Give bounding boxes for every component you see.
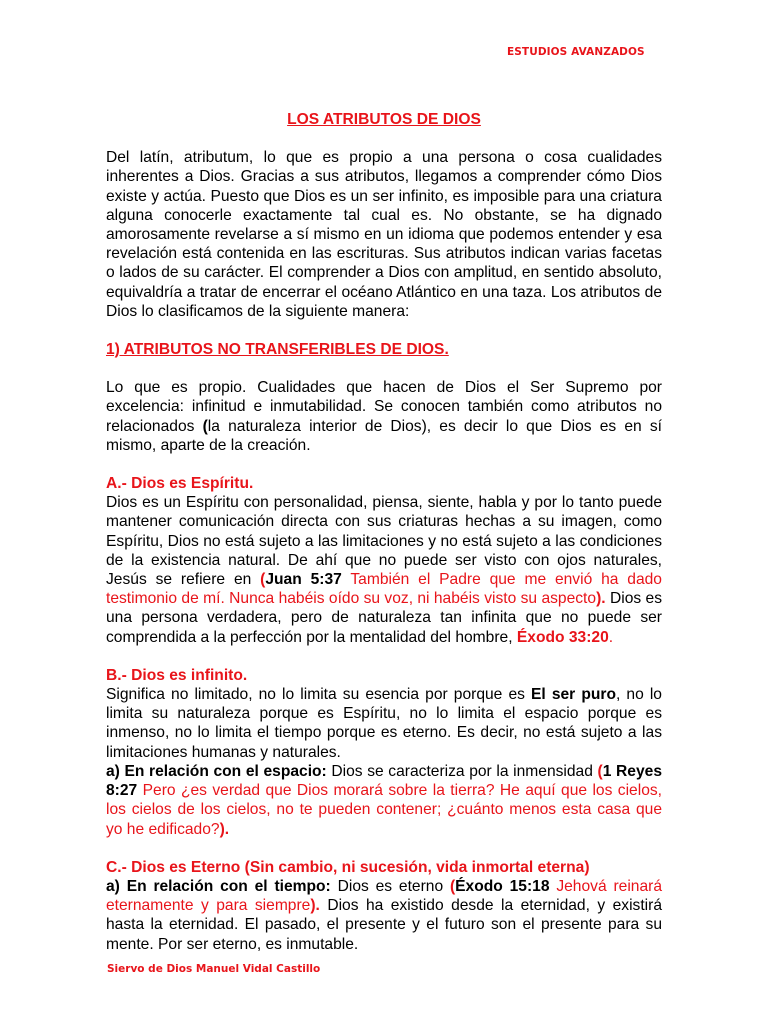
section-a-text-b: Dios es una persona verdadera, pero de naturaleza tan infinita que no puede ser comprendida a la perfección por la mentalidad del hombre, bbox=[106, 590, 662, 646]
section-a-end: . bbox=[608, 628, 614, 646]
section-1-heading: 1) ATRIBUTOS NO TRANSFERIBLES DE DIOS. bbox=[106, 341, 449, 359]
section-c-paragraph bbox=[106, 877, 662, 954]
intro-paragraph: Del latín, atributum, lo que es propio a una persona o cosa cualidades inherentes a Dios. Gracias a sus atributos, llegamos a comprender cómo Dios existe y actúa. Puesto que Dios es un ser infinito, es imposible para una criatura alguna conocerle exactamente tal cual es. No obstante, se ha dignado amorosamente revelarse a sí mismo en un idioma que podemos entender y esa revelación está contenida en las escrituras. Sus atributos indican varias facetas o lados de su carácter. El comprender a Dios con amplitud, en sentido absoluto, equivaldría a tratar de encerrar el océano Atlántico en una taza. Los atributos de Dios lo clasificamos de la siguiente manera: bbox=[106, 149, 662, 320]
section-c-sub-label: a) En relación con el tiempo: bbox=[106, 877, 331, 895]
section-b-quote: Pero ¿es verdad que Dios morará sobre la tierra? He aquí que los cielos, los cielos de los cielos, no te pueden contener; ¿cuánto menos esta casa que yo he edificado? bbox=[106, 782, 662, 838]
section-b-ref: 1 Reyes 8:27 bbox=[106, 762, 662, 800]
section-1-text-b: la naturaleza interior de Dios), es decir lo que Dios es en sí mismo, aparte de la creación. bbox=[106, 417, 662, 454]
section-c-sub-text: Dios es eterno bbox=[330, 877, 450, 895]
section-c-paren-open: ( bbox=[449, 877, 456, 895]
section-a-text-a: Dios es un Espíritu con personalidad, piensa, siente, habla y por lo tanto puede mantener comunicación directa con sus criaturas hechas a su imagen, como Espíritu, Dios no está sujeto a las limitaciones y no está sujeto a las condiciones de la existencia natural. De ahí que no puede ser visto con ojos naturales, Jesús se refiere en bbox=[106, 494, 662, 589]
section-a-paragraph bbox=[106, 493, 662, 647]
section-a-ref2: Éxodo 33:20 bbox=[516, 628, 609, 646]
section-b-text-b: , no lo limita su naturaleza porque es Espíritu, no lo limita el espacio porque es inmenso, no lo limita el tiempo porque es eterno. Es decir, no está sujeto a las limitaciones humanas y naturales. bbox=[106, 686, 662, 761]
section-c-ref: Éxodo 15:18 bbox=[455, 877, 550, 895]
section-a-quote: También el Padre que me envió ha dado testimonio de mí. Nunca habéis oído su voz, ni habéis visto su aspecto bbox=[106, 571, 662, 608]
document-body bbox=[106, 110, 662, 954]
page-footer: Siervo de Dios Manuel Vidal Castillo bbox=[107, 963, 321, 975]
section-a-paren-open: ( bbox=[260, 571, 266, 589]
section-c-quote: Jehová reinará eternamente y para siempre bbox=[106, 877, 662, 915]
section-b-paren-open: ( bbox=[597, 762, 603, 780]
document-title: LOS ATRIBUTOS DE DIOS bbox=[287, 111, 481, 128]
section-1-text-a: Lo que es propio. Cualidades que hacen de Dios el Ser Supremo por excelencia: infinitud e inmutabilidad. Se conocen también como atributos no relacionados bbox=[106, 379, 662, 435]
section-b-heading: B.- Dios es infinito. bbox=[106, 666, 248, 684]
page-header: ESTUDIOS AVANZADOS bbox=[507, 46, 645, 58]
section-b-paragraph bbox=[106, 685, 662, 762]
section-c-paren-close: ). bbox=[310, 897, 320, 915]
section-b-sub-text: Dios se caracteriza por la inmensidad bbox=[326, 762, 598, 780]
section-c-heading: C.- Dios es Eterno (Sin cambio, ni sucesión, vida inmortal eterna) bbox=[106, 858, 590, 876]
section-b-text-a: Significa no limitado, no lo limita su esencia por porque es bbox=[106, 686, 531, 704]
section-a-ref: Juan 5:37 bbox=[265, 571, 342, 589]
section-1-paragraph bbox=[106, 378, 662, 455]
section-c-text-b: Dios ha existido desde la eternidad, y existirá hasta la eternidad. El pasado, el presente y el futuro son el presente para su mente. Por ser eterno, es inmutable. bbox=[106, 897, 662, 953]
section-b-paren-close: ). bbox=[219, 820, 230, 838]
section-a-paren-close: ). bbox=[596, 590, 606, 608]
section-b-sub-label: a) En relación con el espacio: bbox=[106, 762, 327, 780]
section-a-heading: A.- Dios es Espíritu. bbox=[106, 475, 254, 493]
section-b-sub-paragraph bbox=[106, 762, 662, 839]
section-b-bold: El ser puro bbox=[531, 686, 616, 704]
section-1-paren: ( bbox=[202, 417, 208, 435]
